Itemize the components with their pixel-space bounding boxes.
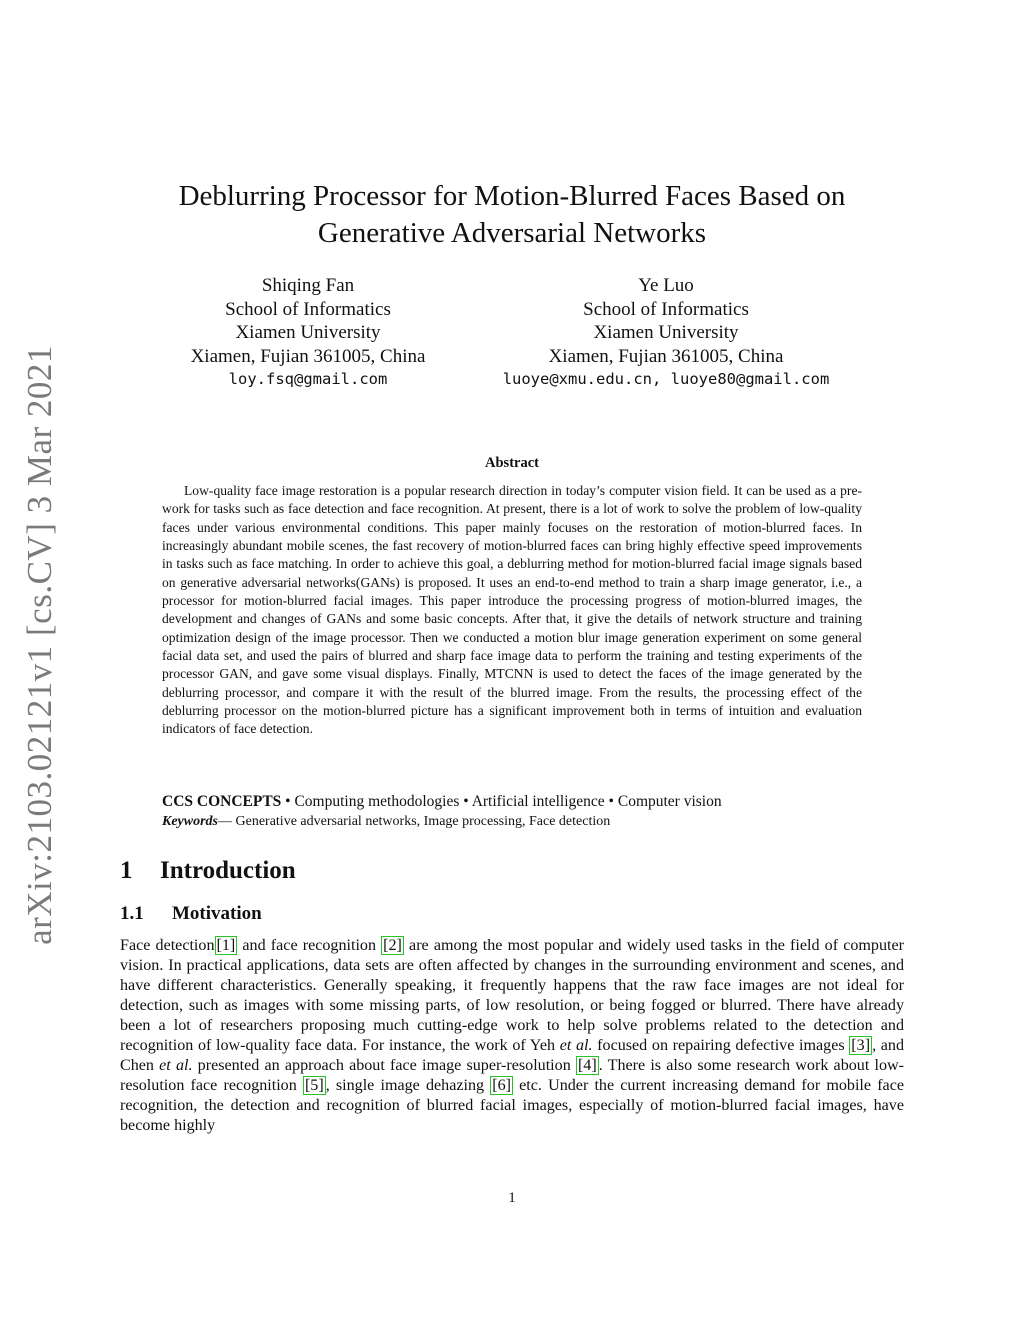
abstract-heading: Abstract [485, 455, 539, 471]
ccs-concepts-label: CCS CONCEPTS [162, 793, 282, 810]
citation-link[interactable]: [3] [851, 1037, 871, 1055]
et-al-italic: et al. [559, 1037, 593, 1055]
body-text-run: etc. Under the current increasing demand for mobile face recognition, the detection and recognition of blurred facial images, especially of motion-blurred facial images, have become highly [120, 1077, 904, 1135]
citation-link[interactable]: [2] [383, 937, 402, 954]
author-name: Ye Luo [638, 275, 694, 296]
body-text-run: , single image dehazing [325, 1077, 491, 1095]
subsection-title: Motivation [172, 903, 262, 924]
citation-link[interactable]: [5] [304, 1077, 324, 1095]
paper-title: Deblurring Processor for Motion-Blurred Faces Based on Generative Adversarial Networks [178, 180, 846, 249]
body-text-run: presented an approach about face image super-resolution [192, 1057, 576, 1075]
citation-link[interactable]: [4] [577, 1057, 597, 1075]
ccs-concepts-text: • Computing methodologies • Artificial intelligence • Computer vision [281, 793, 722, 810]
ccs-concepts [162, 792, 882, 812]
page-number: 1 [508, 1190, 516, 1206]
body-text-run: Face detection [120, 937, 215, 954]
body-paragraph [120, 936, 904, 1136]
keywords [162, 812, 882, 832]
body-text-run: . There is also some research work about low-resolution face recognition [120, 1057, 904, 1095]
author-address: Xiamen, Fujian 361005, China [190, 345, 426, 367]
body-text-run: and face recognition [237, 937, 382, 954]
subsection-heading-motivation [120, 903, 262, 925]
author-email[interactable]: loy.fsq@gmail.com [228, 370, 388, 388]
author-address: Xiamen, Fujian 361005, China [548, 345, 784, 367]
author-department: School of Informatics [583, 298, 749, 320]
keywords-label: Keywords [162, 814, 218, 829]
body-text-run: focused on repairing defective images [592, 1037, 850, 1055]
author-university: Xiamen University [235, 322, 381, 343]
subsection-number: 1.1 [120, 903, 144, 924]
author-university: Xiamen University [593, 322, 739, 343]
author-block-1 [158, 274, 458, 392]
section-title: Introduction [160, 857, 296, 884]
author-email[interactable]: luoye@xmu.edu.cn, luoye80@gmail.com [502, 370, 830, 388]
section-number: 1 [120, 857, 133, 884]
author-block-2 [466, 274, 866, 392]
et-al-italic: et al. [159, 1057, 193, 1075]
keywords-text: Generative adversarial networks, Image processing, Face detection [235, 814, 611, 829]
body-text-run: , and Chen [120, 1037, 904, 1075]
abstract-text: Low-quality face image restoration is a popular research direction in today’s computer vision field. It can be used as a pre-work for tasks such as face detection and face recognition. At present, there is a lot of work to solve the problem of low-quality faces under various environmental conditions. This paper mainly focuses on the restoration of motion-blurred faces. In increasingly abundant mobile scenes, the fast recovery of motion-blurred faces can bring highly effective speed improvements in tasks such as face matching. In order to achieve this goal, a deblurring method for motion-blurred facial image signals based on generative adversarial networks(GANs) is proposed. It uses an end-to-end method to train a sharp image generator, i.e., a processor for motion-blurred facial images. This paper introduce the processing progress of motion-blurred images, the development and changes of GANs and some basic concepts. After that, it give the details of network structure and training optimization design of the image processor. Then we conducted a motion blur image generation experiment on some general facial data set, and used the pairs of blurred and sharp face image data to perform the training and testing experiments of the processor GAN, and gave some visual displays. Finally, MTCNN is used to detect the faces of the image generated by the deblurring processor, and compare it with the result of the blurred image. From the results, the processing effect of the deblurring processor on the motion-blurred picture has a significant improvement both in terms of intuition and evaluation indicators of face detection. [162, 483, 862, 737]
body-text-run: are among the most popular and widely used tasks in the field of computer vision. In practical applications, data sets are often affected by changes in the surrounding environment and scenes, and have different characteristics. Generally speaking, it frequently happens that the raw face images are not ideal for detection, such as images with some missing parts, of low resolution, or being fogged or blurred. There have already been a lot of researchers proposing much cutting-edge work to help solve problems related to the detection and recognition of low-quality face data. For instance, the work of Yeh [120, 937, 905, 1055]
author-department: School of Informatics [225, 298, 391, 320]
citation-link[interactable]: [1] [216, 937, 236, 954]
keywords-dash: — [218, 814, 236, 829]
citation-link[interactable]: [6] [492, 1077, 511, 1095]
author-name: Shiqing Fan [261, 275, 355, 296]
arxiv-identifier-text: arXiv:2103.02121v1 [cs.CV] 3 Mar 2021 [20, 345, 59, 945]
section-heading-introduction [120, 857, 296, 885]
